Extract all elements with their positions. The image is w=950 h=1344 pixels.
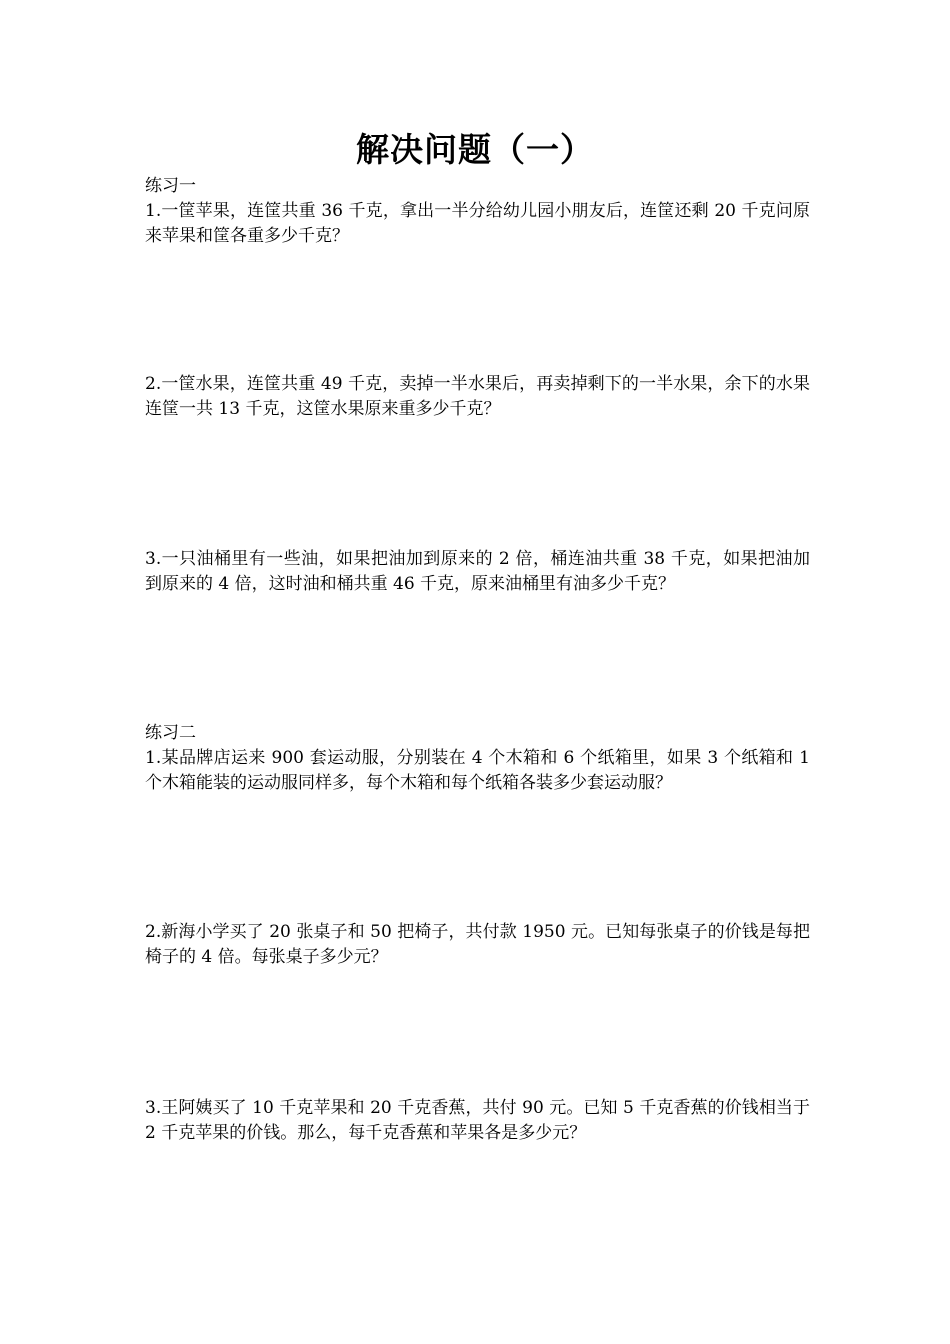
problem-2-1: 1.某品牌店运来 900 套运动服，分别装在 4 个木箱和 6 个纸箱里，如果 3 个纸箱和 1 个木箱能装的运动服同样多，每个木箱和每个纸箱各装多少套运动服？ [145,748,810,793]
problem-2-2: 2.新海小学买了 20 张桌子和 50 把椅子，共付款 1950 元。已知每张桌子的价钱是每把椅子的 4 倍。每张桌子多少元？ [145,922,810,967]
section-label-practice-2: 练习二 [145,723,196,743]
section-label-practice-1: 练习一 [145,176,196,196]
problem-2-3: 3.王阿姨买了 10 千克苹果和 20 千克香蕉，共付 90 元。已知 5 千克香蕉的价钱相当于 2 千克苹果的价钱。那么，每千克香蕉和苹果各是多少元？ [145,1098,810,1143]
problem-1-3: 3.一只油桶里有一些油，如果把油加到原来的 2 倍，桶连油共重 38 千克，如果把油加到原来的 4 倍，这时油和桶共重 46 千克，原来油桶里有油多少千克？ [145,549,810,594]
problem-1-1: 1.一筐苹果，连筐共重 36 千克，拿出一半分给幼儿园小朋友后，连筐还剩 20 千克问原来苹果和筐各重多少千克？ [145,201,810,246]
problem-1-2: 2.一筐水果，连筐共重 49 千克，卖掉一半水果后，再卖掉剩下的一半水果，余下的水果连筐一共 13 千克，这筐水果原来重多少千克？ [145,374,810,419]
document-title: 解决问题（一） [356,130,594,169]
